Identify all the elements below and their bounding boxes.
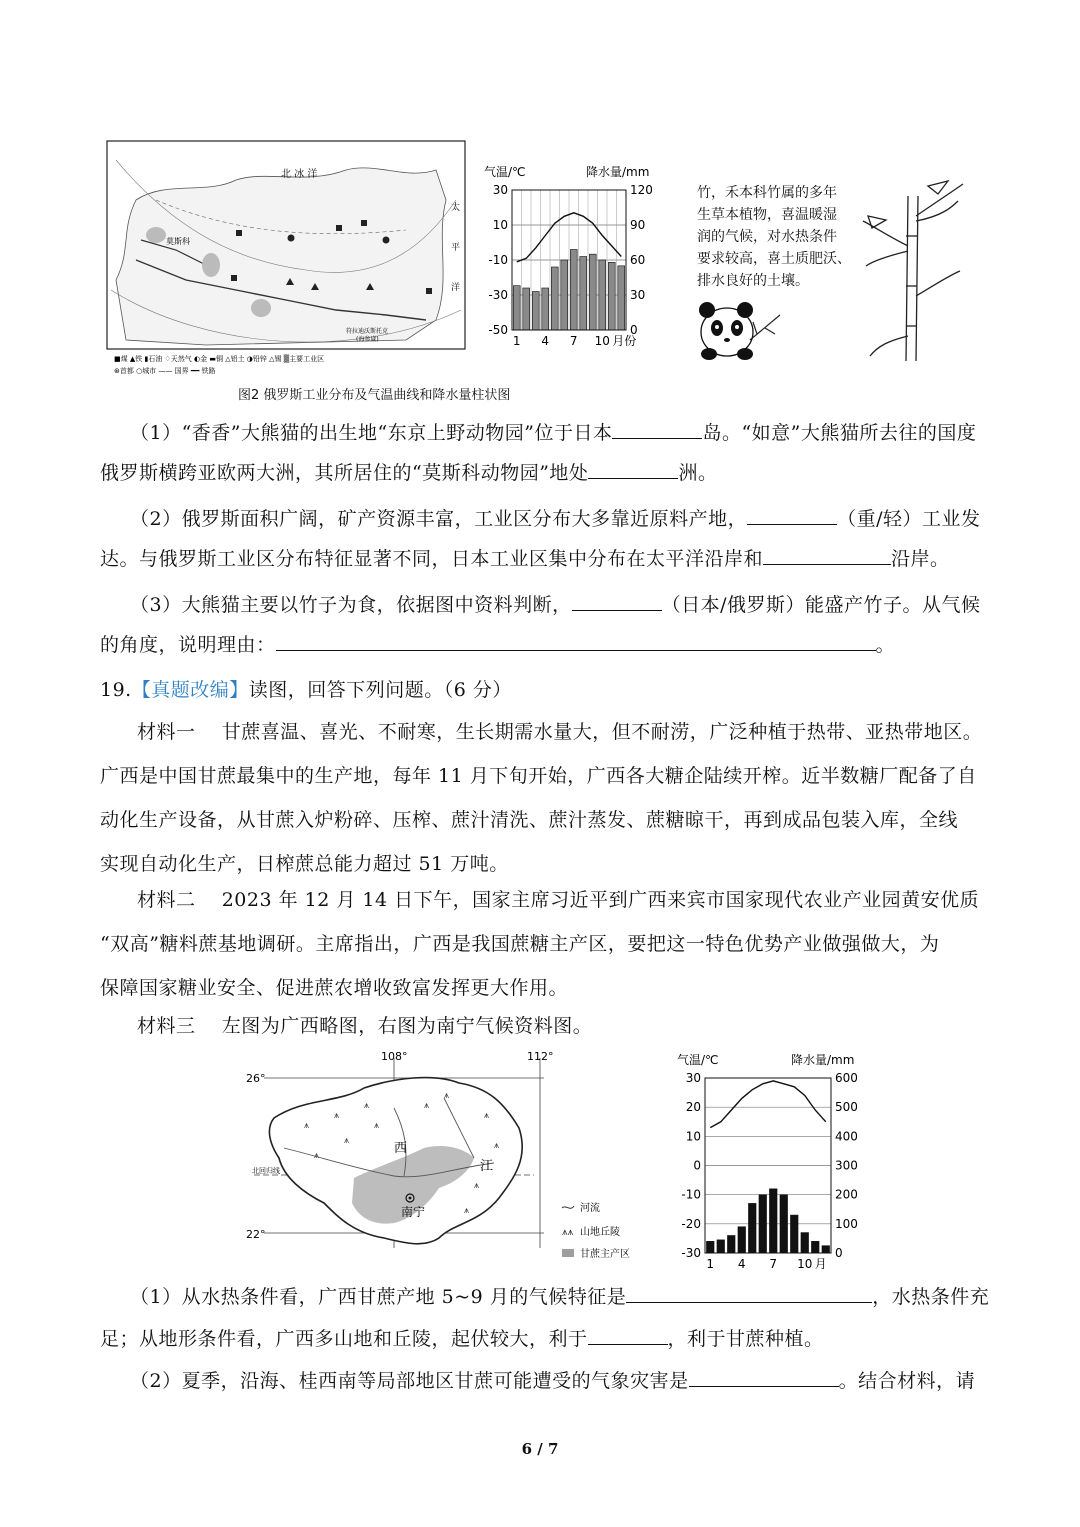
material-1: 材料一 甘蔗喜温、喜光、不耐寒，生长期需水量大，但不耐涝，广泛种植于热带、亚热带地区。 广西是中国甘蔗最集中的生产地，每年 11 月下旬开始，广西各大糖企陆续开榨。近半数糖厂配备了自 动化生产设备，从甘蔗入炉粉碎、压榨、蔗汁清洗、蔗汁蒸发、蔗糖晾干，再到成品包装入库，全线 实现自动化生产，日榨蔗总能力超过 51 万吨。 — [100, 721, 983, 875]
precip-bar — [706, 1241, 714, 1253]
svg-text:⩚: ⩚ — [334, 1111, 340, 1121]
tick-label-precip: 90 — [630, 218, 646, 232]
tick-label-month: 1 — [512, 334, 521, 348]
svg-text:⩚: ⩚ — [304, 1121, 310, 1131]
tick-label-month: 4 — [737, 1257, 746, 1271]
tick-label-temp: 20 — [685, 1100, 701, 1115]
tick-label-precip: 400 — [835, 1129, 858, 1144]
bamboo-text-line: 润的气候，对水热条件 — [697, 229, 837, 245]
answer-blank[interactable] — [689, 1364, 839, 1387]
precip-bar — [811, 1241, 819, 1253]
precip-bar — [561, 260, 568, 330]
precip-bar — [717, 1240, 725, 1253]
tick-label-temp: 30 — [685, 1071, 701, 1085]
answer-blank[interactable] — [612, 416, 702, 439]
svg-text:⩚: ⩚ — [424, 1101, 430, 1111]
tick-label-month: 10 — [797, 1257, 813, 1271]
q19-part2: （2）夏季，沿海、桂西南等局部地区甘蔗可能遭受的气象灾害是 。结合材料，请 — [100, 1361, 984, 1401]
panda-illustration — [695, 290, 785, 362]
precip-bar — [532, 292, 539, 331]
figure-caption: 图2 俄罗斯工业分布及气温曲线和降水量柱状图 — [238, 388, 511, 403]
tick-label-temp: 30 — [492, 183, 508, 197]
precip-bar — [542, 288, 549, 330]
bamboo-text-line: 排水良好的土壤。 — [697, 273, 809, 289]
svg-text:⩚⩚: ⩚⩚ — [562, 1227, 574, 1238]
tick-label-month: 4 — [541, 334, 550, 348]
tick-label-temp: -50 — [488, 323, 508, 337]
tick-label-month: 1 — [706, 1257, 715, 1271]
tick-label-precip: 600 — [835, 1071, 858, 1085]
map-river-xi: 西 — [394, 1141, 408, 1156]
q18-part3: （3）大熊猫主要以竹子为食，依据图中资料判断， （日本/俄罗斯）能盛产竹子。从气候 的角度，说明理由： 。 — [100, 585, 984, 665]
map-lat-26: 26° — [246, 1072, 266, 1085]
axis-label-temp: 气温/℃ — [677, 1053, 719, 1067]
precip-bar — [727, 1236, 735, 1254]
precip-bar — [589, 254, 596, 330]
precip-bar — [599, 260, 606, 330]
bamboo-text-line: 要求较高，喜土质肥沃、 — [697, 251, 851, 267]
tick-label-temp: -10 — [681, 1187, 701, 1202]
svg-text:⩚: ⩚ — [474, 1181, 480, 1191]
svg-text:⩚: ⩚ — [314, 1151, 320, 1161]
tick-label-precip: 30 — [630, 288, 646, 302]
map-lon-108: 108° — [381, 1050, 408, 1063]
svg-text:平: 平 — [451, 243, 461, 253]
precip-bar — [738, 1227, 746, 1253]
precip-bar — [551, 267, 558, 330]
precip-bar — [759, 1195, 767, 1253]
answer-blank[interactable] — [626, 1280, 872, 1303]
tick-label-precip: 0 — [630, 323, 638, 337]
tick-label-precip: 500 — [835, 1100, 858, 1115]
x-unit-label: 月 — [814, 1257, 827, 1271]
tick-label-month: 7 — [569, 334, 578, 348]
material-2: 材料二 2023 年 12 月 14 日下午，国家主席习近平到广西来宾市国家现代农业产业园黄安优质 “双高”糖料蔗基地调研。主席指出，广西是我国蔗糖主产区，要把这一特色优势产业做强做大，为 保障国家糖业安全、促进蔗农增收致富发挥更大作用。 — [100, 889, 980, 999]
map-legend-2: ⊛首都 ○城市 —— 国界 ━━ 铁路 — [114, 367, 216, 375]
axis-label-temp: 气温/℃ — [484, 165, 526, 179]
tick-label-temp: -30 — [681, 1246, 701, 1260]
map-label-moscow: 莫斯科 — [166, 237, 190, 246]
q18-part2: （2）俄罗斯面积广阔，矿产资源丰富，工业区分布大多靠近原料产地， （重/轻）工业发 达。与俄罗斯工业区分布特征显著不同，日本工业区集中分布在太平洋沿岸和 沿岸。 — [100, 499, 984, 579]
svg-text:⩚: ⩚ — [494, 1141, 500, 1151]
bamboo-description — [697, 182, 867, 292]
q18-part1: （1）“香香”大熊猫的出生地“东京上野动物园”位于日本 岛。“如意”大熊猫所去往的国度 俄罗斯横跨亚欧两大洲，其所居住的“莫斯科动物园”地处 洲。 — [100, 413, 984, 493]
precip-bar — [570, 250, 577, 331]
russia-industry-map — [106, 140, 466, 378]
tick-label-temp: -20 — [681, 1216, 701, 1231]
svg-text:洋: 洋 — [451, 283, 461, 293]
map-label-arctic: 北 冰 洋 — [281, 169, 318, 180]
svg-text:⩚: ⩚ — [374, 1121, 380, 1131]
x-unit-label: 月份 — [612, 334, 637, 348]
map-lon-112: 112° — [527, 1050, 554, 1063]
tick-label-temp: -10 — [488, 253, 508, 267]
precip-bar — [748, 1203, 756, 1253]
tick-label-precip: 300 — [835, 1158, 858, 1173]
tick-label-temp: 0 — [693, 1158, 701, 1173]
guangxi-map — [244, 1048, 654, 1268]
answer-blank[interactable] — [276, 628, 876, 651]
precip-bar — [769, 1189, 777, 1253]
svg-text:⩚: ⩚ — [364, 1101, 370, 1111]
precip-bar — [513, 286, 520, 330]
precip-bar — [618, 266, 625, 330]
tick-label-month: 7 — [769, 1257, 778, 1271]
axis-label-precip: 降水量/mm — [791, 1053, 855, 1067]
precip-bar — [790, 1215, 798, 1253]
tick-label-precip: 120 — [630, 183, 653, 197]
map-label-pacific: 太 — [451, 203, 461, 213]
tick-label-precip: 60 — [630, 253, 646, 267]
legend-cane: 甘蔗主产区 — [580, 1249, 630, 1260]
answer-blank[interactable] — [763, 542, 891, 565]
climate-chart-2 — [675, 1050, 875, 1275]
answer-blank[interactable] — [588, 456, 678, 479]
precip-bar — [523, 288, 530, 330]
map-river-jiang: 江 — [480, 1159, 494, 1174]
answer-blank[interactable] — [572, 588, 662, 611]
page-number: 6 / 7 — [521, 1440, 559, 1458]
bamboo-text-line: 竹，禾本科竹属的多年 — [697, 185, 837, 201]
answer-blank[interactable] — [588, 1322, 668, 1345]
map-lat-22: 22° — [246, 1228, 266, 1241]
tick-label-month: 10 — [594, 334, 610, 348]
map-label-vladivostok-sub: (海参崴) — [356, 336, 379, 343]
precip-bar — [780, 1195, 788, 1253]
q19-part1: （1）从水热条件看，广西甘蔗产地 5~9 月的气候特征是 ，水热条件充 足；从地形条件看，广西多山地和丘陵，起伏较大，利于 ，利于甘蔗种植。 — [100, 1276, 984, 1360]
temperature-curve — [710, 1081, 826, 1128]
axis-label-precip: 降水量/mm — [586, 165, 650, 179]
question-number: 19. — [100, 679, 132, 701]
precip-bar — [580, 257, 587, 331]
svg-text:⩚: ⩚ — [444, 1091, 450, 1101]
map-city-nanning: 南宁 — [401, 1205, 426, 1219]
map-legend-1: ■煤 ▲铁 ▮石油 ♢天然气 ◐金 ▬铜 △铝土 ◑铅锌 △锡 ▒主要工业区 — [114, 355, 325, 363]
legend-hill: 山地丘陵 — [580, 1227, 620, 1238]
svg-text:⩚: ⩚ — [344, 1136, 350, 1146]
q19-title: 19.【真题改编】读图，回答下列问题。（6 分） — [100, 679, 512, 701]
precip-bar — [608, 262, 615, 330]
material-3: 材料三 左图为广西略图，右图为南宁气候资料图。 — [137, 1015, 593, 1037]
legend-river: 河流 — [580, 1203, 600, 1214]
tick-label-temp: -30 — [488, 288, 508, 302]
climate-chart-1 — [478, 160, 678, 355]
map-label-vladivostok: 符拉迪沃斯托克 — [346, 328, 389, 335]
tick-label-temp: 10 — [685, 1129, 701, 1144]
tick-label-precip: 200 — [835, 1187, 858, 1202]
tick-label-precip: 0 — [835, 1246, 843, 1260]
answer-blank[interactable] — [747, 502, 837, 525]
tick-label-temp: 10 — [492, 218, 508, 232]
bamboo-illustration — [858, 176, 968, 366]
svg-text:⩚: ⩚ — [484, 1111, 490, 1121]
bamboo-text-line: 生草本植物，喜温暖湿 — [697, 207, 837, 223]
map-tropic-label: 北回归线 — [252, 1167, 280, 1175]
precip-bar — [822, 1246, 830, 1253]
tick-label-precip: 100 — [835, 1216, 858, 1231]
question-tag: 【真题改编】 — [131, 679, 249, 701]
precip-bar — [801, 1233, 809, 1253]
svg-text:⩚: ⩚ — [464, 1206, 470, 1216]
